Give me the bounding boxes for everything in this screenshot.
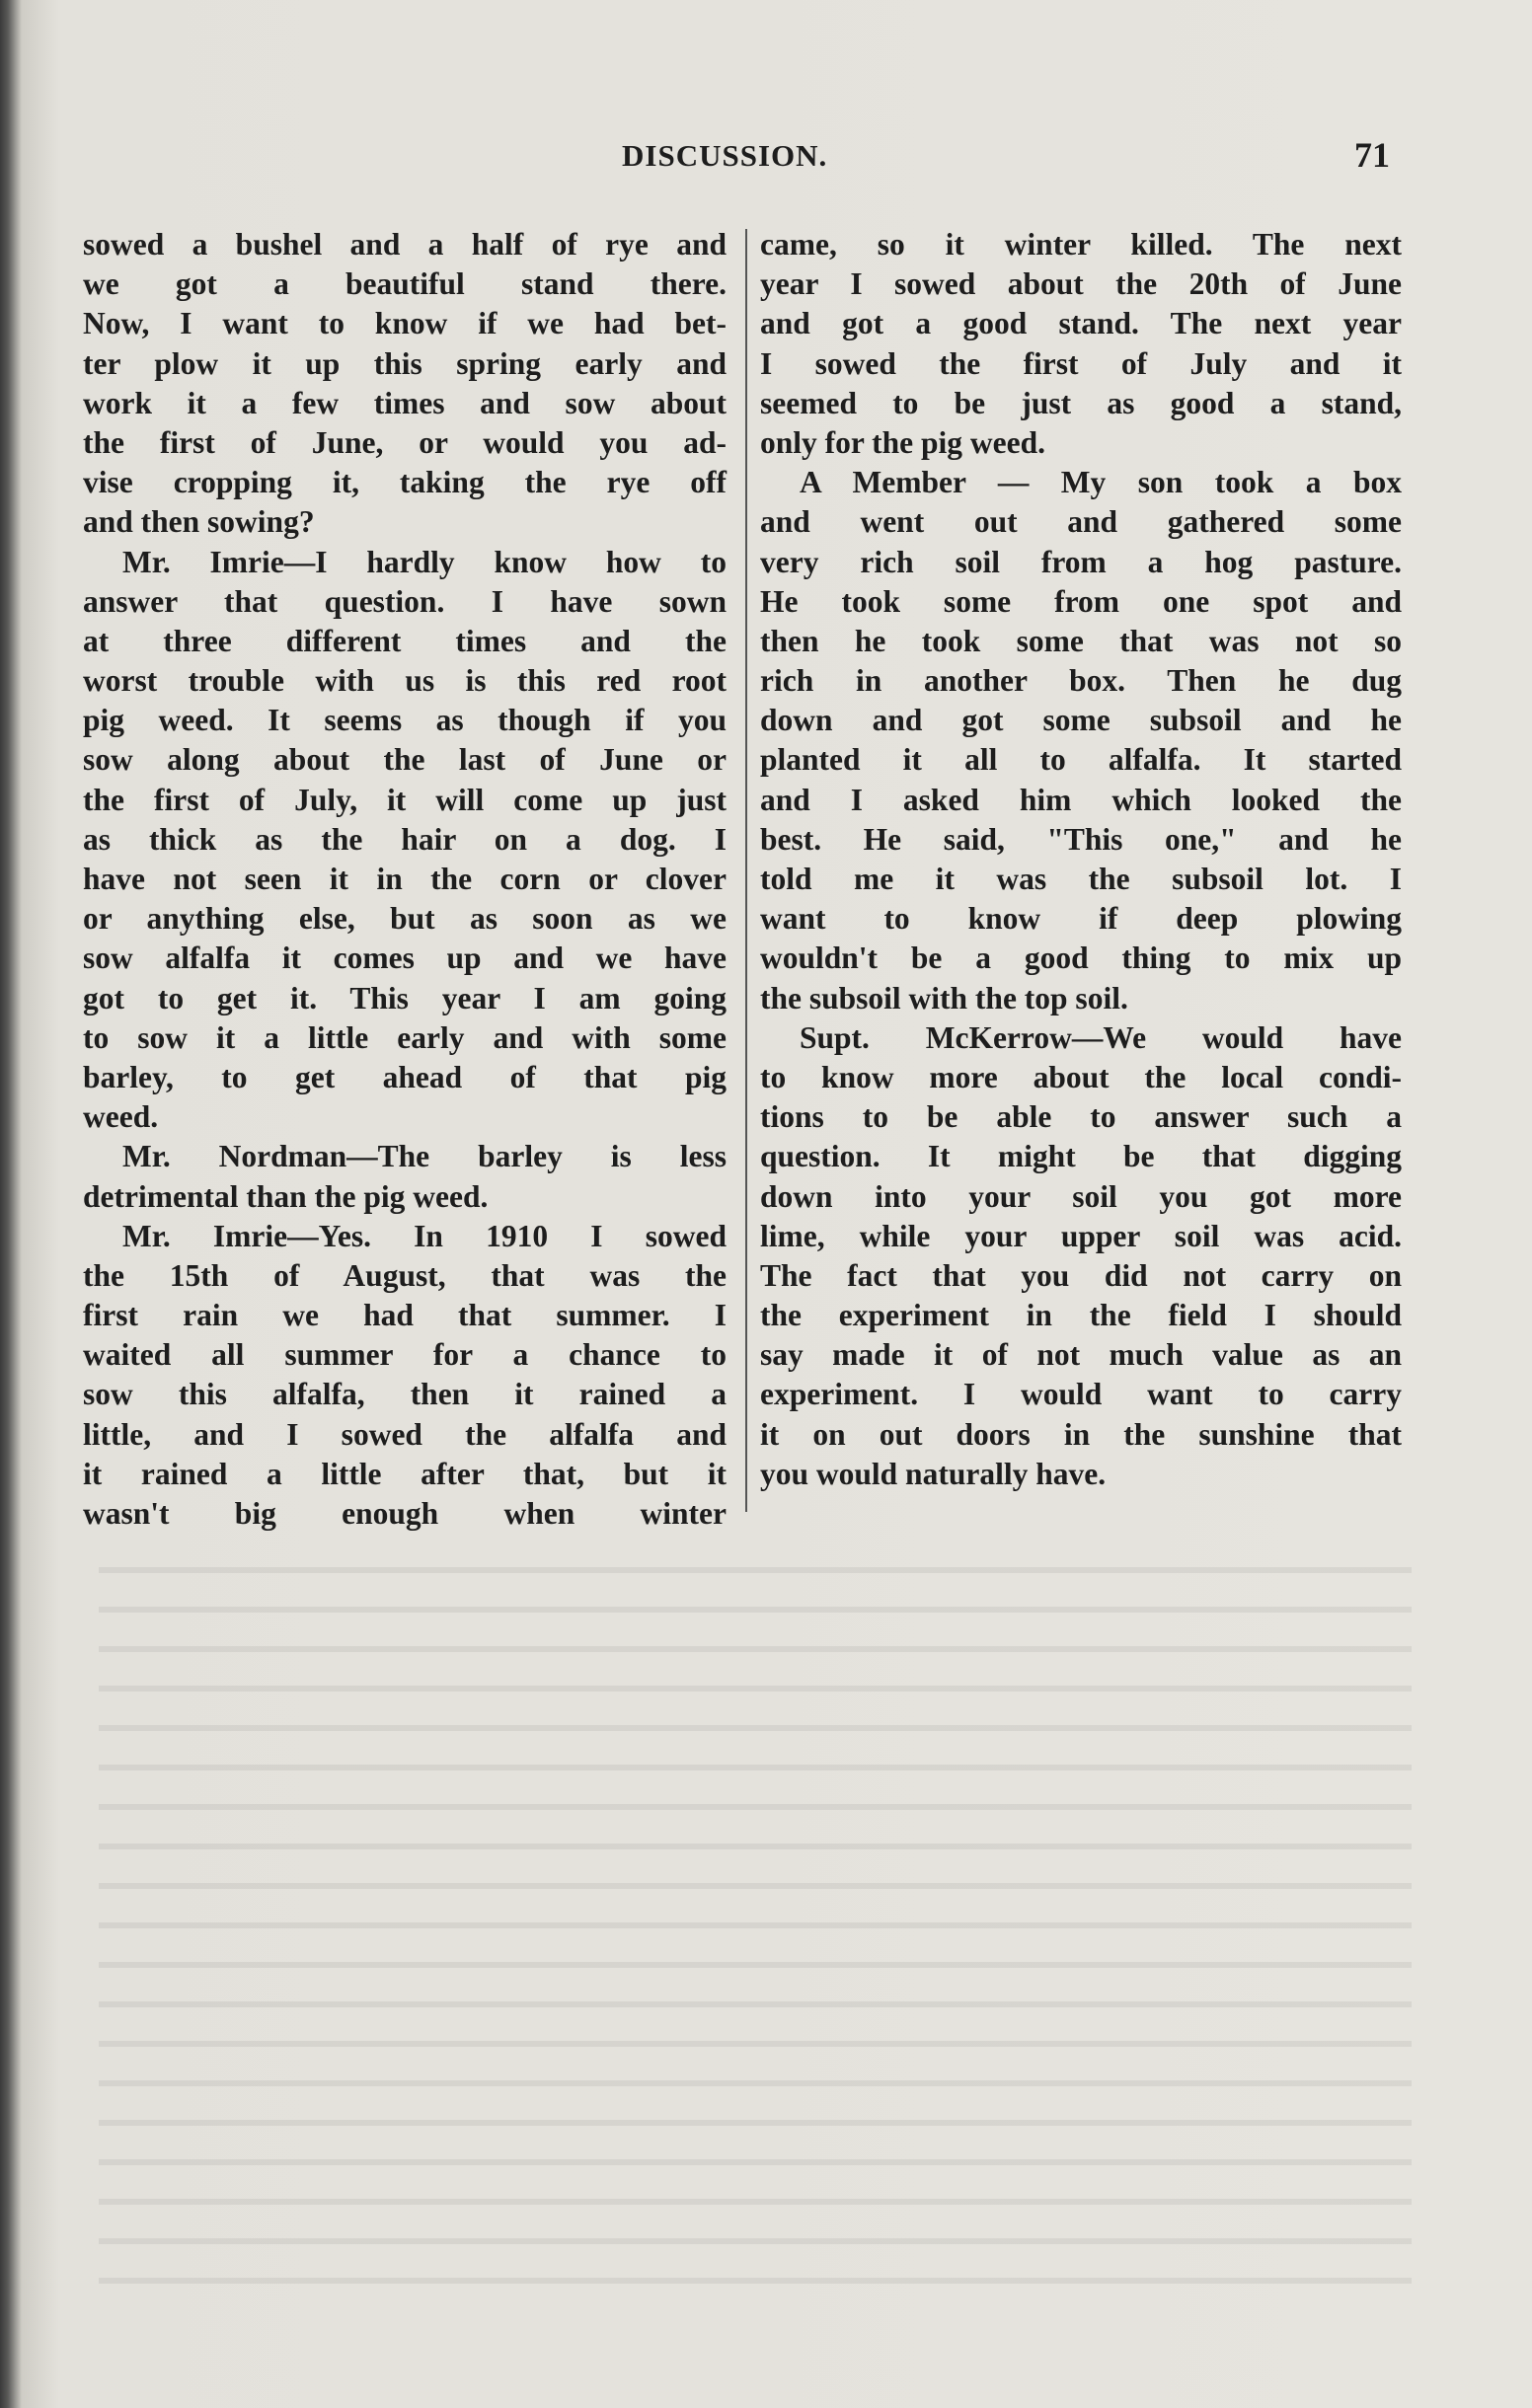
text-line: wasn't big enough when winter (83, 1496, 727, 1531)
text-line: the subsoil with the top soil. (760, 980, 1128, 1016)
text-line: sow this alfalfa, then it rained a (83, 1377, 727, 1412)
show-through-texture (99, 1540, 1412, 2290)
text-line: down and got some subsoil and he (760, 703, 1402, 738)
text-line: first rain we had that summer. I (83, 1298, 727, 1333)
text-line: or anything else, but as soon as we (83, 901, 727, 937)
text-line: wouldn't be a good thing to mix up (760, 941, 1402, 976)
page-header (0, 134, 1532, 184)
text-line: The fact that you did not carry on (760, 1257, 1402, 1293)
text-line: best. He said, "This one," and he (760, 821, 1402, 857)
text-line: Mr. Imrie—I hardly know how to (122, 544, 727, 579)
text-line: A Member — My son took a box (800, 465, 1402, 500)
running-head: DISCUSSION. (622, 138, 828, 173)
text-line: and I asked him which looked the (760, 782, 1402, 817)
text-line: only for the pig weed. (760, 424, 1046, 460)
text-line: and then sowing? (83, 504, 315, 540)
text-line: very rich soil from a hog pasture. (760, 544, 1402, 579)
text-line: Mr. Nordman—The barley is less (122, 1139, 727, 1174)
text-line: weed. (83, 1099, 159, 1135)
text-line: worst trouble with us is this red root (83, 663, 727, 699)
text-line: the experiment in the field I should (760, 1298, 1402, 1333)
text-line: Mr. Imrie—Yes. In 1910 I sowed (122, 1218, 727, 1253)
text-line: the 15th of August, that was the (83, 1257, 727, 1293)
text-line: sowed a bushel and a half of rye and (83, 227, 727, 262)
text-line: waited all summer for a chance to (83, 1337, 727, 1373)
text-line: ter plow it up this spring early and (83, 345, 727, 381)
left-column (83, 225, 727, 1534)
text-line: barley, to get ahead of that pig (83, 1059, 727, 1094)
text-line: seemed to be just as good a stand, (760, 385, 1402, 420)
text-line: and got a good stand. The next year (760, 306, 1402, 341)
text-line: it on out doors in the sunshine that (760, 1416, 1402, 1452)
text-line: year I sowed about the 20th of June (760, 266, 1402, 302)
text-line: we got a beautiful stand there. (83, 266, 727, 302)
text-line: have not seen it in the corn or clover (83, 862, 727, 896)
text-line: answer that question. I have sown (83, 583, 727, 619)
text-line: sow along about the last of June or (83, 742, 727, 778)
text-line: got to get it. This year I am going (83, 980, 727, 1016)
text-line: and went out and gathered some (760, 504, 1402, 540)
text-line: the first of June, or would you ad- (83, 424, 727, 460)
text-line: experiment. I would want to carry (760, 1377, 1402, 1412)
page-number: 71 (1354, 135, 1390, 175)
text-line: rich in another box. Then he dug (760, 663, 1402, 699)
text-line: down into your soil you got more (760, 1178, 1402, 1214)
column-divider (745, 229, 747, 1512)
text-line: the first of July, it will come up just (83, 782, 727, 817)
text-line: as thick as the hair on a dog. I (83, 821, 727, 857)
text-line: lime, while your upper soil was acid. (760, 1218, 1402, 1253)
text-line: work it a few times and sow about (83, 385, 727, 420)
text-line: to sow it a little early and with some (83, 1019, 727, 1055)
text-line: want to know if deep plowing (760, 901, 1402, 937)
text-line: told me it was the subsoil lot. I (760, 862, 1402, 896)
text-line: Supt. McKerrow—We would have (800, 1019, 1402, 1055)
right-column (760, 225, 1402, 1494)
text-line: planted it all to alfalfa. It started (760, 742, 1402, 778)
text-line: detrimental than the pig weed. (83, 1178, 489, 1214)
text-line: then he took some that was not so (760, 623, 1402, 658)
text-line: vise cropping it, taking the rye off (83, 465, 727, 500)
text-line: I sowed the first of July and it (760, 345, 1402, 381)
text-line: came, so it winter killed. The next (760, 227, 1402, 262)
text-line: Now, I want to know if we had bet- (83, 306, 727, 341)
text-line: at three different times and the (83, 623, 727, 658)
text-line: little, and I sowed the alfalfa and (83, 1416, 727, 1452)
text-line: to know more about the local condi- (760, 1059, 1402, 1094)
text-line: question. It might be that digging (760, 1139, 1402, 1174)
text-line: you would naturally have. (760, 1456, 1107, 1491)
text-line: pig weed. It seems as though if you (83, 703, 727, 738)
text-line: tions to be able to answer such a (760, 1099, 1402, 1135)
text-line: say made it of not much value as an (760, 1337, 1402, 1373)
text-line: it rained a little after that, but it (83, 1456, 727, 1491)
text-line: He took some from one spot and (760, 583, 1402, 619)
text-line: sow alfalfa it comes up and we have (83, 941, 727, 976)
